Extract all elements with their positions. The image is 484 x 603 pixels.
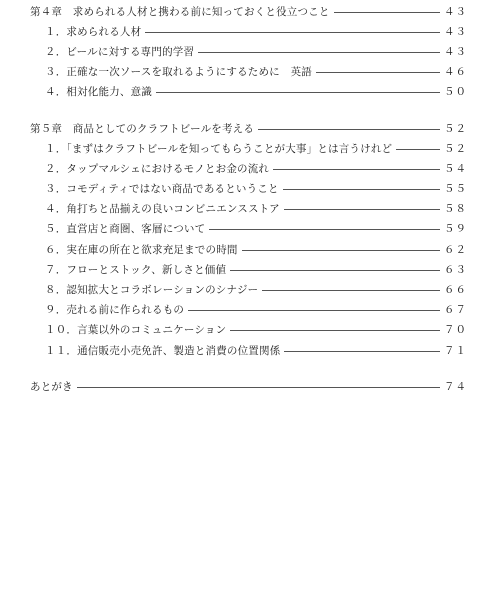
dotted-leader: [334, 12, 440, 13]
entry-title: ５．直営店と商圏、客層について: [45, 223, 206, 236]
toc-entry: [30, 259, 467, 279]
dotted-leader: [209, 229, 440, 230]
page-number: ６２: [444, 243, 467, 256]
entry-title: ４．相対化能力、意識: [45, 86, 152, 99]
section-spacer: [30, 102, 464, 118]
entry-title: １．求められる人材: [45, 25, 142, 38]
toc-entry: [30, 179, 467, 199]
toc-entry: [30, 82, 467, 102]
page-number: ４３: [444, 5, 467, 18]
toc-entry: [30, 138, 467, 158]
page-number: ６６: [444, 284, 467, 297]
page-number: ５０: [444, 86, 467, 99]
entry-title: １１．通信販売小売免許、製造と消費の位置関係: [45, 344, 281, 357]
page-number: ５５: [444, 183, 467, 196]
entry-title: ３．正確な一次ソースを取れるようにするために 英語: [45, 66, 312, 79]
entry-title: ３．コモディティではない商品であるということ: [45, 183, 279, 196]
page-number: ７１: [444, 344, 467, 357]
dotted-leader: [156, 92, 440, 93]
toc-entry: [30, 340, 467, 360]
entry-title: １．「まずはクラフトビールを知ってもらうことが大事」とは言うけれど: [45, 142, 393, 155]
dotted-leader: [230, 270, 440, 271]
toc-entry: [30, 21, 467, 41]
page-number: ４３: [444, 25, 467, 38]
toc-entry: [30, 158, 467, 178]
entry-title: ６．実在庫の所在と欲求充足までの時間: [45, 243, 238, 256]
dotted-leader: [242, 250, 440, 251]
page-number: ５２: [444, 122, 467, 135]
dotted-leader: [230, 330, 440, 331]
chapter-5-heading: [30, 118, 467, 138]
dotted-leader: [258, 129, 440, 130]
dotted-leader: [77, 387, 440, 388]
afterword-heading: [30, 376, 467, 396]
entry-title: ２．タップマルシェにおけるモノとお金の流れ: [45, 162, 270, 175]
toc-entry: [30, 199, 467, 219]
dotted-leader: [273, 169, 440, 170]
table-of-contents: [30, 0, 467, 396]
dotted-leader: [284, 351, 440, 352]
page-number: ４３: [444, 45, 467, 58]
dotted-leader: [198, 52, 440, 53]
toc-entry: [30, 62, 467, 82]
dotted-leader: [283, 189, 440, 190]
entry-title: ４．角打ちと品揃えの良いコンビニエンスストア: [45, 203, 280, 216]
entry-title: ９．売れる前に作られるもの: [45, 304, 185, 317]
dotted-leader: [145, 32, 440, 33]
section-spacer: [30, 360, 464, 376]
dotted-leader: [396, 149, 440, 150]
page-number: ５９: [444, 223, 467, 236]
chapter-4-heading: [30, 1, 467, 21]
entry-title: １０．言葉以外のコミュニケーション: [45, 324, 227, 337]
toc-entry: [30, 41, 467, 61]
entry-title: ７．フローとストック、新しさと価値: [45, 263, 227, 276]
dotted-leader: [284, 209, 440, 210]
entry-title: ２．ビールに対する専門的学習: [45, 45, 195, 58]
page-number: ６３: [444, 263, 467, 276]
page-number: ４６: [444, 66, 467, 79]
dotted-leader: [262, 290, 440, 291]
page-number: ７４: [444, 380, 467, 393]
page-number: ７０: [444, 324, 467, 337]
chapter-title: 第５章 商品としてのクラフトビールを考える: [30, 122, 255, 135]
afterword-title: あとがき: [30, 380, 73, 393]
page-number: ５８: [444, 203, 467, 216]
dotted-leader: [316, 72, 440, 73]
toc-entry: [30, 239, 467, 259]
dotted-leader: [188, 310, 440, 311]
page-number: ５４: [444, 162, 467, 175]
toc-entry: [30, 219, 467, 239]
toc-entry: [30, 320, 467, 340]
toc-entry: [30, 279, 467, 299]
toc-entry: [30, 300, 467, 320]
page-number: ５２: [444, 142, 467, 155]
chapter-title: 第４章 求められる人材と携わる前に知っておくと役立つこと: [30, 5, 330, 18]
page-number: ６７: [444, 304, 467, 317]
entry-title: ８．認知拡大とコラボレーションのシナジー: [45, 284, 259, 297]
